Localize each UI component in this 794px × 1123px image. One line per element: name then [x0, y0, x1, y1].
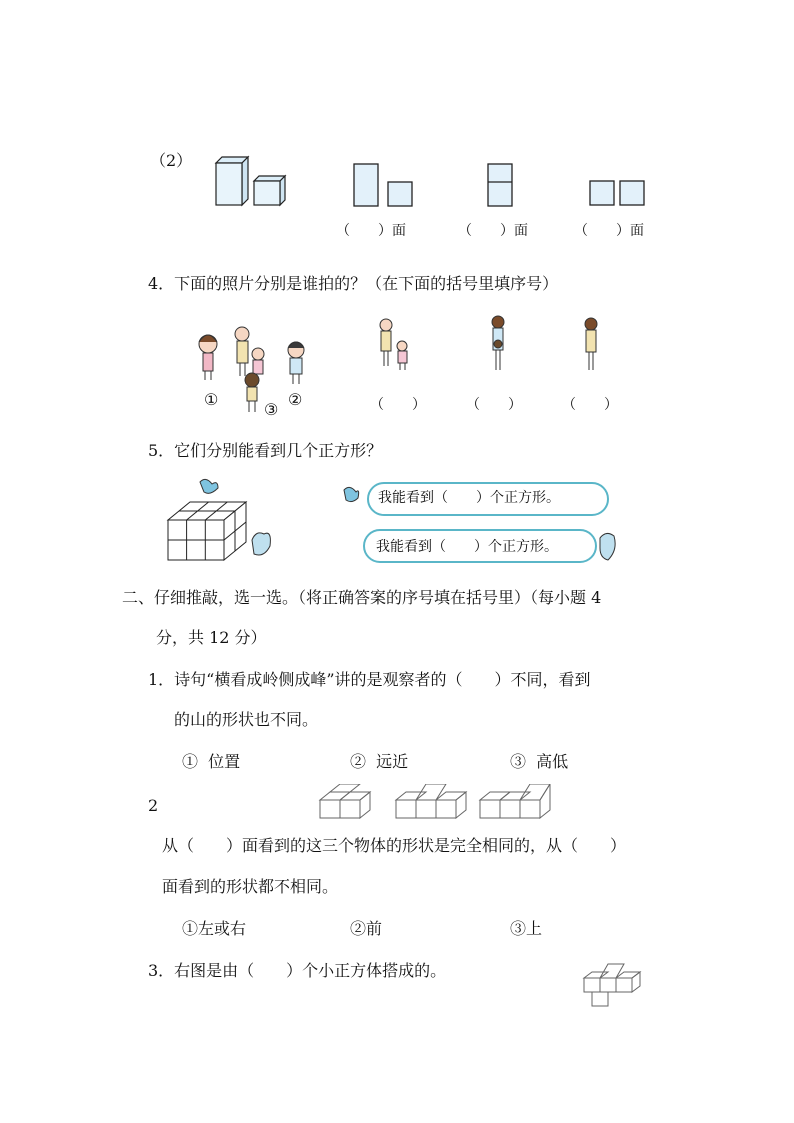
photo-c-blank[interactable]: （ ）	[562, 397, 618, 413]
photo-c-illustration	[580, 316, 602, 374]
photo-a-illustration	[374, 316, 414, 376]
section2-title-line2: 分，共 12 分）	[156, 628, 267, 647]
s2q2-option-3[interactable]: ③上	[510, 919, 543, 938]
answer-blank-2[interactable]: （ ）面	[458, 223, 528, 239]
section2-title-line1: 二、仔细推敲，选一选。（将正确答案的序号填在括号里）（每小题 4	[122, 588, 602, 607]
q5-title: 5．它们分别能看到几个正方形？	[148, 441, 383, 460]
answer-blank-3[interactable]: （ ）面	[574, 223, 644, 239]
s2q3-text: 3．右图是由（ ）个小正方体搭成的。	[148, 961, 447, 980]
bubble1-text: 我能看到（ ）个正方形。	[378, 490, 560, 506]
cube-stack-figure	[160, 474, 280, 566]
s2q1-option-3[interactable]: ③ 高低	[510, 752, 569, 771]
photo-b-illustration	[486, 314, 510, 376]
three-objects-figure	[318, 784, 554, 824]
marker-3: ③	[264, 400, 279, 419]
marker-1: ①	[204, 390, 219, 409]
s2q1-option-1[interactable]: ① 位置	[182, 752, 241, 771]
answer-blank-1[interactable]: （ ）面	[336, 223, 406, 239]
s2q1-line2: 的山的形状也不同。	[174, 710, 319, 729]
photo-b-blank[interactable]: （ ）	[466, 397, 522, 413]
view-b-figure	[484, 160, 524, 210]
s2q1-option-2[interactable]: ② 远近	[350, 752, 409, 771]
small-cube-stack-figure	[580, 958, 650, 1008]
photo-a-blank[interactable]: （ ）	[370, 397, 426, 413]
bubble2-text: 我能看到（ ）个正方形。	[376, 539, 558, 555]
s2q2-option-1[interactable]: ①左或右	[182, 919, 247, 938]
s2q2-line1: 从（ ）面看到的这三个物体的形状是完全相同的，从（ ）	[162, 836, 627, 855]
s2q2-option-2[interactable]: ②前	[350, 919, 383, 938]
s2q1-line1: 1．诗句“横看成岭侧成峰”讲的是观察者的（ ）不同，看到	[148, 670, 591, 689]
q3-part2-label: （2）	[150, 151, 193, 170]
s2q2-number: 2	[148, 796, 159, 815]
view-c-figure	[586, 175, 650, 210]
q4-title: 4．下面的照片分别是谁拍的？（在下面的括号里填序号）	[148, 274, 559, 293]
marker-2: ②	[288, 390, 303, 409]
view-a-figure	[350, 160, 420, 210]
object-3d-figure	[210, 155, 300, 210]
s2q2-line2: 面看到的形状都不相同。	[162, 877, 339, 896]
